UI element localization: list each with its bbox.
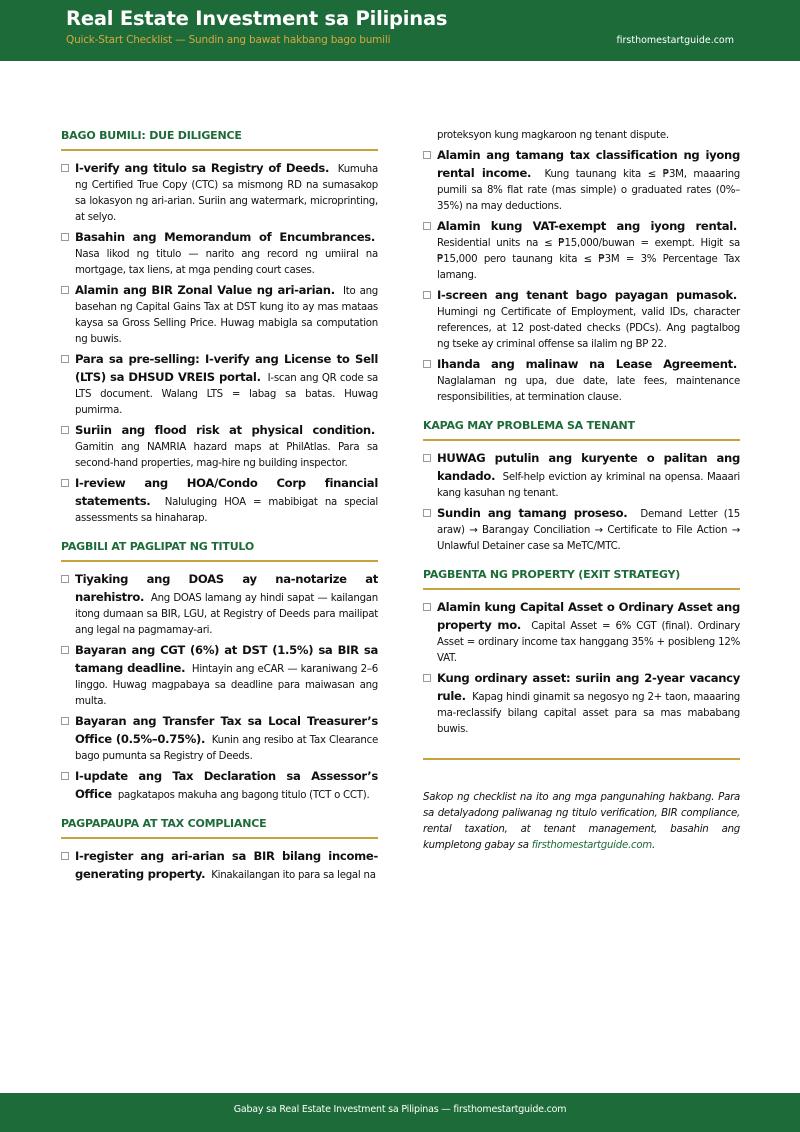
checklist-item: [61, 848, 378, 884]
item-desc: Ito ang basehan ng Capital Gains Tax at DST kung ito ay mas mataas kaysa sa Gross Selling Price. Huwag mabigla sa computation ng buwis.: [75, 286, 379, 345]
item-desc: pagkatapos makuha ang bagong titulo (TCT o CCT).: [117, 790, 370, 801]
item-lead: Suriin ang flood risk at physical condition.: [75, 423, 375, 437]
checklist-item: [423, 670, 740, 738]
section-tenant-problems: [423, 416, 740, 555]
section-rental: [61, 814, 378, 884]
checklist-item: [61, 475, 378, 527]
item-desc: Naglalaman ng upa, due date, late fees, maintenance responsibilities, at termination clause.: [437, 376, 740, 403]
footer-text: Gabay sa Real Estate Investment sa Pilipinas — firsthomestartguide.com: [233, 1104, 567, 1115]
item-lead: Bayaran ang CGT (6%) at DST (1.5%) sa BIR sa tamang deadline.: [75, 643, 378, 675]
item-desc: Self-help eviction ay kriminal na opensa. Maaari kang kasuhan ng tenant.: [437, 472, 740, 499]
checklist-item: [423, 287, 740, 353]
item-lead: HUWAG putulin ang kuryente o palitan ang kandado.: [437, 451, 740, 483]
checkbox-icon[interactable]: [61, 426, 69, 434]
left-column: [61, 126, 378, 894]
closing-note-text: Sakop ng checklist na ito ang mga pangunahing hakbang. Para sa detalyadong paliwanag ng titulo verification, BIR compliance, rental taxation, at tenant management, basahin ang kumpletong gabay sa: [423, 792, 740, 851]
item-desc: Kinakailangan ito para sa legal na: [211, 870, 376, 881]
closing-divider: [423, 758, 740, 760]
checklist-item: [61, 422, 378, 472]
item-lead: I-review ang HOA/Condo Corp financial statements.: [75, 476, 378, 508]
checklist-item: [61, 768, 378, 804]
item-desc: Kapag hindi ginamit sa negosyo ng 2+ taon, maaaring ma-reclassify bilang capital asset para sa mas mababang buwis.: [437, 692, 740, 735]
item-lead: Basahin ang Memorandum of Encumbrances.: [75, 230, 375, 244]
checkbox-icon[interactable]: [423, 509, 431, 517]
item-desc: Capital Asset = 6% CGT (final). Ordinary Asset = ordinary income tax hanggang 35% + posibleng 12% VAT.: [437, 621, 740, 664]
closing-note-end: .: [652, 840, 655, 851]
checklist-item: [61, 571, 378, 639]
checkbox-icon[interactable]: [423, 674, 431, 682]
page-header: [0, 0, 800, 61]
checkbox-icon[interactable]: [423, 360, 431, 368]
checklist-item: [423, 450, 740, 502]
section-title: PAGBENTA NG PROPERTY (EXIT STRATEGY): [423, 568, 681, 581]
checklist-item: [61, 713, 378, 765]
section-due-diligence: [61, 126, 378, 527]
checklist-item: [423, 147, 740, 215]
checklist-item: [423, 505, 740, 555]
checkbox-icon[interactable]: [423, 291, 431, 299]
checklist-item: [61, 351, 378, 419]
checklist-item: [61, 229, 378, 279]
checkbox-icon[interactable]: [61, 717, 69, 725]
checkbox-icon[interactable]: [61, 286, 69, 294]
page-subtitle: Quick-Start Checklist — Sundin ang bawat hakbang bago bumili: [66, 34, 391, 46]
item-lead: Ihanda ang malinaw na Lease Agreement.: [437, 357, 737, 371]
page-title: Real Estate Investment sa Pilipinas: [66, 7, 448, 30]
section-title: PAGPAPAUPA AT TAX COMPLIANCE: [61, 817, 267, 830]
checklist-item: [61, 282, 378, 348]
item-lead: Alamin ang BIR Zonal Value ng ari-arian.: [75, 283, 335, 297]
item-lead: I-update ang Tax Declaration sa Assessor’s Office: [75, 769, 378, 801]
section-divider: [61, 149, 378, 151]
checkbox-icon[interactable]: [61, 355, 69, 363]
checklist-item: [61, 642, 378, 710]
guide-link[interactable]: firsthomestartguide.com: [531, 840, 652, 851]
section-divider: [61, 837, 378, 839]
checkbox-icon[interactable]: [61, 233, 69, 241]
item-lead: Para sa pre-selling: I-verify ang License to Sell (LTS) sa DHSUD VREIS portal.: [75, 352, 378, 384]
section-divider: [61, 560, 378, 562]
section-title: KAPAG MAY PROBLEMA SA TENANT: [423, 419, 635, 432]
checkbox-icon[interactable]: [61, 575, 69, 583]
item-desc-continued: proteksyon kung magkaroon ng tenant dispute.: [437, 130, 669, 141]
item-desc: Hintayin ang eCAR — karaniwang 2–6 linggo. Huwag magpabaya sa deadline para maiwasan ang multa.: [75, 664, 378, 707]
item-desc: Kunin ang resibo at Tax Clearance bago pumunta sa Registry of Deeds.: [75, 735, 378, 762]
item-desc: Humingi ng Certificate of Employment, valid IDs, character references, at 12 post-dated checks (PDCs). Ang pagtalbog ng tseke ay criminal offense sa ilalim ng BP 22.: [437, 307, 740, 350]
section-divider: [423, 588, 740, 590]
checklist-item: [423, 356, 740, 406]
checkbox-icon[interactable]: [61, 646, 69, 654]
header-site-url: firsthomestartguide.com: [616, 35, 734, 46]
item-desc: I-scan ang QR code sa LTS document. Walang LTS = labag sa batas. Huwag pumirma.: [75, 373, 378, 416]
item-desc: Gamitin ang NAMRIA hazard maps at PhilAtlas. Para sa second-hand properties, mag-hire ng building inspector.: [75, 442, 378, 469]
item-lead: Tiyaking ang DOAS ay na-notarize at narehistro.: [75, 572, 378, 604]
item-lead: Kung ordinary asset: suriin ang 2-year vacancy rule.: [437, 671, 740, 703]
item-desc: Ang DOAS lamang ay hindi sapat — kailangan itong dumaan sa BIR, LGU, at Registry of Deeds para mailipat ang legal na pagmamay-ari.: [75, 593, 378, 636]
item-desc: Demand Letter (15 araw) → Barangay Conciliation → Certificate to File Action → Unlawful Detainer case sa MeTC/MTC.: [437, 509, 740, 552]
checkbox-icon[interactable]: [61, 852, 69, 860]
item-lead: Alamin kung VAT-exempt ang iyong rental.: [437, 219, 737, 233]
right-column: [423, 128, 740, 854]
section-title: BAGO BUMILI: DUE DILIGENCE: [61, 129, 242, 142]
checkbox-icon[interactable]: [61, 772, 69, 780]
item-lead: I-verify ang titulo sa Registry of Deeds.: [75, 161, 330, 175]
section-title: PAGBILI AT PAGLIPAT NG TITULO: [61, 540, 255, 553]
section-exit-strategy: [423, 565, 740, 738]
item-lead: Alamin kung Capital Asset o Ordinary Asset ang property mo.: [437, 600, 740, 632]
section-divider: [423, 439, 740, 441]
page-footer: [0, 1093, 800, 1132]
checkbox-icon[interactable]: [61, 164, 69, 172]
item-desc: Kung taunang kita ≤ ₱3M, maaaring pumili sa 8% flat rate (mas simple) o graduated rates (0%–35%) na may deductions.: [437, 169, 740, 212]
item-lead: Bayaran ang Transfer Tax sa Local Treasurer’s Office (0.5%–0.75%).: [75, 714, 378, 746]
item-desc: Naluluging HOA = mabibigat na special assessments sa hinaharap.: [75, 497, 378, 524]
item-desc: Kumuha ng Certified True Copy (CTC) sa mismong RD na sumasakop sa lokasyon ng ari-arian. Suriin ang watermark, microprinting, at selyo.: [75, 164, 378, 223]
checkbox-icon[interactable]: [423, 151, 431, 159]
closing-note: [423, 790, 740, 854]
checkbox-icon[interactable]: [423, 454, 431, 462]
checkbox-icon[interactable]: [61, 479, 69, 487]
item-lead: Sundin ang tamang proseso.: [437, 506, 628, 520]
checkbox-icon[interactable]: [423, 222, 431, 230]
item-desc: Nasa likod ng titulo — narito ang record ng umiiral na mortgage, tax liens, at mga pending court cases.: [75, 249, 378, 276]
item-lead: Alamin ang tamang tax classification ng iyong rental income.: [437, 148, 740, 180]
checkbox-icon[interactable]: [423, 603, 431, 611]
section-transfer: [61, 537, 378, 804]
checklist-item: [61, 160, 378, 226]
checklist-item: [423, 599, 740, 667]
item-lead: I-screen ang tenant bago payagan pumasok.: [437, 288, 737, 302]
item-lead: I-register ang ari-arian sa BIR bilang income-generating property.: [75, 849, 378, 881]
checklist-item: [423, 218, 740, 284]
item-desc: Residential units na ≤ ₱15,000/buwan = exempt. Higit sa ₱15,000 pero taunang kita ≤ ₱3M = 3% Percentage Tax lamang.: [437, 238, 740, 281]
